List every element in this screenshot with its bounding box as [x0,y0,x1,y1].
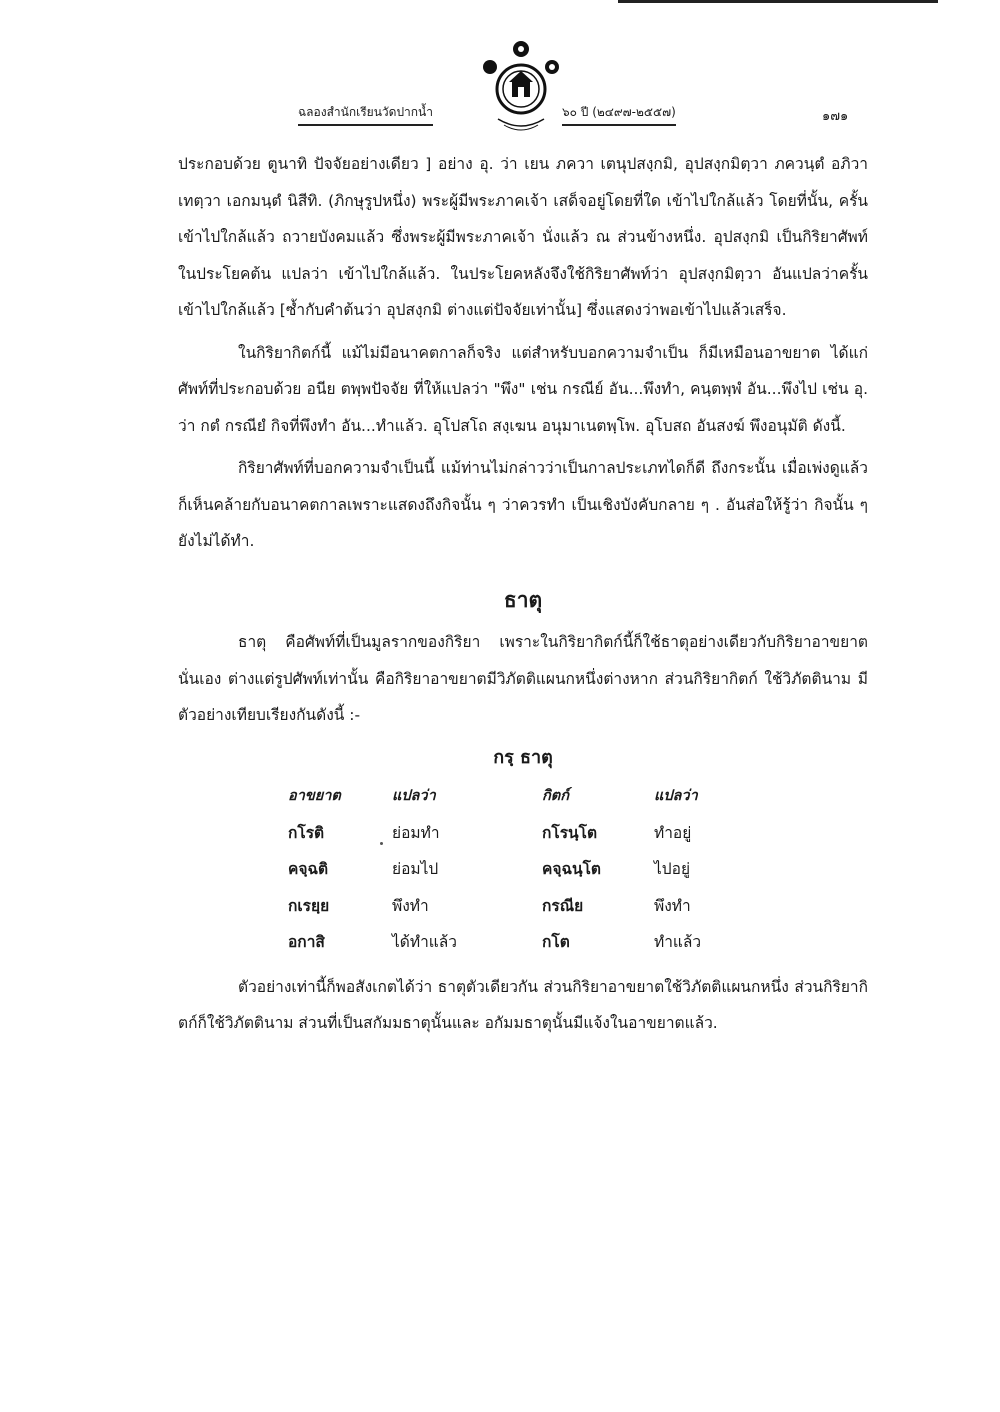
conjugation-table [288,778,744,961]
table-row [288,851,744,888]
table-cell: อกาสิ [288,933,325,951]
paragraph-5: ตัวอย่างเท่านี้ก็พอสังเกตได้ว่า ธาตุตัวเดียวกัน ส่วนกิริยาอาขยาตใช้วิภัตติแผนกหนึ่ง ส่วนกิริยากิตก์ก็ใช้วิภัตตินาม ส่วนที่เป็นสกัมมธาตุนั้นและ อกัมมธาตุนั้นมีแจ้งในอาขยาตแล้ว. [178,977,868,1032]
table-cell: กรณีย [542,896,584,915]
table-cell: คจฺฉติ [288,860,329,878]
table-header: อาขยาต [288,788,341,804]
table-cell: คจฺฉนฺโต [542,860,601,878]
table-header: แปลว่า [654,788,698,804]
table-cell: พึงทำ [654,896,691,915]
table-row [288,924,744,961]
table-cell: กโรติ [288,823,325,842]
sub-heading: กรฺ ธาตุ [493,746,553,768]
table-row [288,888,744,925]
table-cell: พึงทำ [392,896,429,915]
table-cell: กโต [542,933,570,951]
paragraph-4: ธาตุ คือศัพท์ที่เป็นมูลรากของกิริยา เพราะในกิริยากิตก์นี้ก็ใช้ธาตุอย่างเดียวกับกิริยาอาขยาตนั่นเอง ต่างแต่รูปศัพท์เท่านั้น คือกิริยาอาขยาตมีวิภัตติแผนกหนึ่งต่างหาก ส่วนกิริยากิตก์ ใช้วิภัตตินาม มีตัวอย่างเทียบเรียงกันดังนี้ :- [178,633,868,724]
page-number: ๑๗๑ [822,109,849,124]
table-cell: ทำอยู่ [654,823,692,842]
table-cell: ย่อมไป [392,860,439,878]
paragraph-3: กิริยาศัพท์ที่บอกความจำเป็นนี้ แม้ท่านไม่กล่าวว่าเป็นกาลประเภทไดก็ดี ถึงกระนั้น เมื่อเพ่งดูแล้ว ก็เห็นคล้ายกับอนาคตกาลเพราะแสดงถึงกิจนั้น ๆ ว่าควรทำ เป็นเชิงบังคับกลาย ๆ . อันส่อให้รู้ว่า กิจนั้น ๆ ยังไม่ได้ทำ. [178,459,868,550]
page-header [0,25,1000,135]
header-anniversary: ๖๐ ปี (๒๔๙๗-๒๕๕๗) [562,103,676,126]
table-cell: ย่อมทำ [392,823,440,842]
table-row [288,815,744,852]
table-header: แปลว่า [392,788,436,804]
paragraph-2: ในกิริยากิตก์นี้ แม้ไม่มีอนาคตกาลก็จริง แต่สำหรับบอกความจำเป็น ก็มีเหมือนอาขยาต ได้แก่ศัพท์ที่ประกอบด้วย อนีย ตพฺพปัจจัย ที่ให้แปลว่า "พึง" เช่น กรณีย์ อัน...พึงทำ, คนฺตพฺพํ อัน...พึงไป เช่น อุ. ว่า กตํ กรณียํ กิจที่พึงทำ อัน...ทำแล้ว. อุโปสโถ สงฺเฆน อนุมาเนตพฺโพ. อุโบสถ อันสงฆ์ พึงอนุมัติ ดังนี้. [178,343,868,435]
table-header: กิตก์ [542,788,569,804]
top-edge-line [618,0,938,3]
table-cell: ทำแล้ว [654,933,702,951]
table-cell: กเรยฺย [288,896,330,915]
table-cell: กโรนฺโต [542,823,598,842]
paragraph-1: ประกอบด้วย ตูนาทิ ปัจจัยอย่างเดียว ] อย่าง อุ. ว่า เยน ภควา เตนุปสงฺกมิ, อุปสงฺกมิตฺวา ภควนฺตํ อภิวาเทตฺวา เอกมนฺตํ นิสีทิ. (ภิกษุรูปหนึ่ง) พระผู้มีพระภาคเจ้า เสด็จอยู่โดยที่ใด เข้าไปใกล้แล้ว โดยที่นั้น, ครั้นเข้าไปใกล้แล้ว ถวายบังคมแล้ว ซึ่งพระผู้มีพระภาคเจ้า นั่งแล้ว ณ ส่วนข้างหนึ่ง. อุปสงฺกมิ เป็นกิริยาศัพท์ในประโยคต้น แปลว่า เข้าไปใกล้แล้ว. ในประโยคหลังจึงใช้กิริยาศัพท์ว่า อุปสงฺกมิตฺวา อันแปลว่าครั้นเข้าไปใกล้แล้ว [ซ้ำกับคำต้นว่า อุปสงฺกมิ ต่างแต่ปัจจัยเท่านั้น] ซึ่งแสดงว่าพอเข้าไปแล้วเสร็จ. [178,155,868,319]
header-title: ฉลองสำนักเรียนวัดปากน้ำ [298,103,433,126]
table-cell: ได้ทำแล้ว [392,933,457,951]
section-heading: ธาตุ [503,587,543,612]
page-body [178,146,868,1042]
temple-emblem-icon [476,33,566,143]
table-header-row [288,778,744,815]
table-cell: ไปอยู่ [654,860,691,878]
